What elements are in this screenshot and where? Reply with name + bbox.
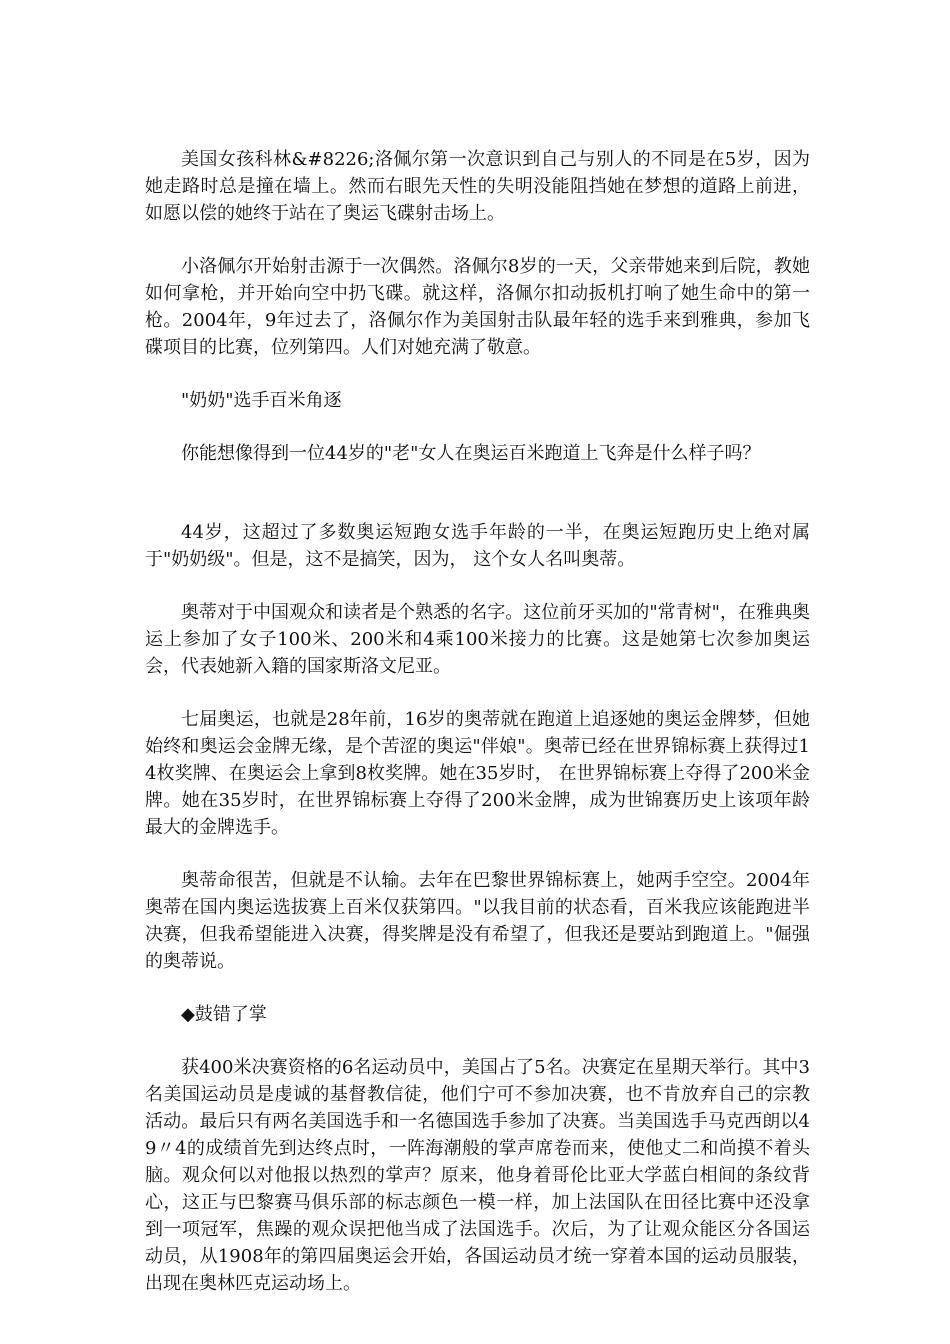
paragraph-age-44: 44岁，这超过了多数奥运短跑女选手年龄的一半，在奥运短跑历史上绝对属于"奶奶级"。但是，这不是搞笑，因为， 这个女人名叫奥蒂。 — [145, 522, 810, 570]
section-heading-grandma-sprinter: "奶奶"选手百米角逐 — [181, 390, 342, 411]
section-heading-wrong-applause: ◆鼓错了掌 — [181, 1004, 267, 1025]
paragraph-ottey-quote: 奥蒂命很苦，但就是不认输。去年在巴黎世界锦标赛上，她两手空空。2004年奥蒂在国内奥运选拔赛上百米仅获第四。"以我目前的状态看，百米我应该能跑进半决赛，但我希望能进入决赛，得奖牌是没有希望了，但我还是要站到跑道上。"倔强的奥蒂说。 — [145, 870, 810, 972]
paragraph-400m-final: 获400米决赛资格的6名运动员中，美国占了5名。决赛定在星期天举行。其中3名美国运动员是虔诚的基督教信徒，他们宁可不参加决赛，也不肯放弃自己的宗教活动。最后只有两名美国选手和一名德国选手参加了决赛。当美国选手马克西朗以49〃4的成绩首先到达终点时，一阵海潮般的掌声席卷而来，使他丈二和尚摸不着头脑。观众何以对他报以热烈的掌声？原来，他身着哥伦比亚大学蓝白相间的条纹背心，这正与巴黎赛马俱乐部的标志颜色一模一样，加上法国队在田径比赛中还没拿到一项冠军，焦躁的观众误把他当成了法国选手。次后，为了让观众能区分各国运动员，从1908年的第四届奥运会开始，各国运动员才统一穿着本国的运动员服装，出现在奥林匹克运动场上。 — [145, 1057, 810, 1294]
paragraph-question: 你能想像得到一位44岁的"老"女人在奥运百米跑道上飞奔是什么样子吗？ — [181, 443, 761, 464]
paragraph-lopel-shooting: 小洛佩尔开始射击源于一次偶然。洛佩尔8岁的一天，父亲带她来到后院，教她如何拿枪，并开始向空中扔飞碟。就这样，洛佩尔扣动扳机打响了她生命中的第一枪。2004年，9年过去了，洛佩尔作为美国射击队最年轻的选手来到雅典，参加飞碟项目的比赛，位列第四。人们对她充满了敬意。 — [145, 256, 810, 358]
article-body — [145, 146, 810, 1323]
paragraph-ottey-intro: 奥蒂对于中国观众和读者是个熟悉的名字。这位前牙买加的"常青树"，在雅典奥运上参加了女子100米、200米和4乘100米接力的比赛。这是她第七次参加奥运会，代表她新入籍的国家斯洛文尼亚。 — [145, 602, 810, 677]
paragraph-lopel-intro: 美国女孩科林&#8226;洛佩尔第一次意识到自己与别人的不同是在5岁，因为她走路时总是撞在墙上。然而右眼先天性的失明没能阻挡她在梦想的道路上前进，如愿以偿的她终于站在了奥运飞碟射击场上。 — [145, 149, 810, 224]
paragraph-ottey-history: 七届奥运，也就是28年前，16岁的奥蒂就在跑道上追逐她的奥运金牌梦，但她始终和奥运会金牌无缘，是个苦涩的奥运"伴娘"。奥蒂已经在世界锦标赛上获得过14枚奖牌、在奥运会上拿到8枚奖牌。她在35岁时， 在世界锦标赛上夺得了200米金牌。她在35岁时，在世界锦标赛上夺得了200米金牌，成为世锦赛历史上该项年龄最大的金牌选手。 — [145, 709, 810, 838]
